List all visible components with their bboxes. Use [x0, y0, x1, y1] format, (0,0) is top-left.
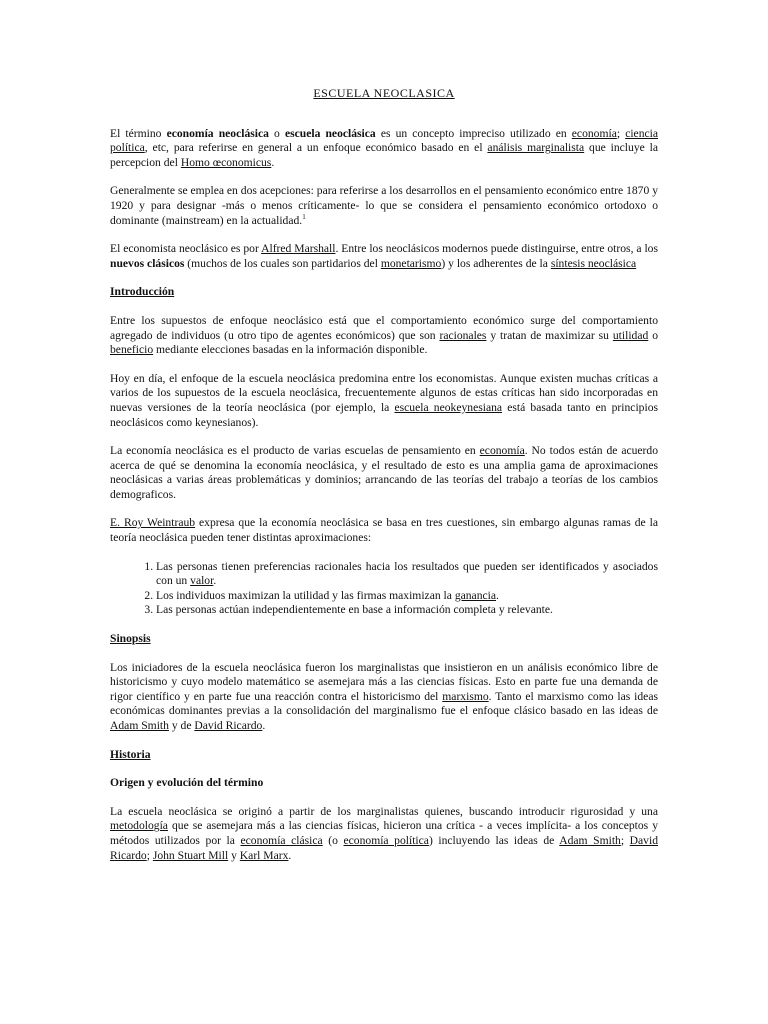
- footnote-marker[interactable]: 1: [302, 212, 306, 221]
- text: .: [496, 588, 499, 602]
- link-alfred-marshall[interactable]: Alfred Marshall: [261, 242, 336, 256]
- link-marxismo[interactable]: marxismo: [442, 689, 489, 703]
- link-economia-politica[interactable]: economía política: [343, 833, 429, 847]
- text: Las personas tienen preferencias racionales hacia los resultados que pueden ser identificados y asociados con un: [156, 559, 658, 588]
- text: ;: [146, 848, 153, 862]
- text: y tratan de maximizar su: [486, 328, 613, 342]
- text: Las personas actúan independientemente en base a información completa y relevante.: [156, 603, 553, 617]
- paragraph-weintraub: [110, 516, 658, 545]
- text: .: [271, 155, 275, 169]
- text: que incluye la percepcion del: [110, 141, 658, 169]
- link-karl-marx[interactable]: Karl Marx: [239, 848, 289, 862]
- text: Entre los supuestos de enfoque neoclásico está que el comportamiento económico surge del comportamiento agregado de individuos (u otro tipo de agentes económicos) que son: [110, 313, 658, 342]
- link-homo-oeconomicus[interactable]: Homo œconomicus: [180, 155, 272, 169]
- list-item: [156, 560, 658, 589]
- text: ;: [616, 126, 626, 140]
- link-adam-smith-2[interactable]: Adam Smith: [559, 833, 621, 847]
- link-racionales[interactable]: racionales: [439, 328, 487, 342]
- subheading-origen: Origen y evolución del término: [110, 776, 264, 790]
- text: . No todos están de acuerdo acerca de qué se denomina la economía neoclásica, y el resultado de esto es una amplia gama de aproximaciones neoclásicas a varias áreas problemáticas y dominios; arrancando de las teorías del trabajo a teorías de los cambios demograficos.: [110, 444, 659, 501]
- link-metodologia[interactable]: metodología: [110, 819, 168, 833]
- text: y: [228, 848, 240, 862]
- text: o: [268, 126, 285, 140]
- link-economia-clasica[interactable]: economía clásica: [240, 833, 323, 847]
- paragraph-economistas: [110, 242, 658, 271]
- text: . Tanto el marxismo como las ideas económicas dominantes previas a la consolidación del marginalismo fue el enfoque clásico basado en las ideas de: [110, 689, 658, 718]
- text: ) y los adherentes de la: [441, 256, 551, 270]
- text: , etc, para referirse en general a un enfoque económico basado en el: [144, 141, 488, 155]
- link-analisis-marginalista[interactable]: análisis marginalista: [487, 141, 585, 155]
- text: o: [648, 328, 658, 342]
- text: El economista neoclásico es por: [110, 242, 262, 256]
- text: que se asemejara más a las ciencias físicas, hicieron una crítica - a veces implícita- a los conceptos y métodos utilizados por la: [110, 819, 658, 847]
- text: .: [262, 719, 266, 732]
- text: (muchos de los cuales son partidarios del: [184, 256, 381, 270]
- paragraph-producto: [110, 444, 658, 502]
- link-adam-smith[interactable]: Adam Smith: [110, 719, 169, 732]
- paragraph-iniciadores: [110, 661, 658, 734]
- link-escuela-neokeynesiana[interactable]: escuela neokeynesiana: [394, 400, 503, 414]
- numbered-list: [110, 560, 658, 618]
- link-john-stuart-mill[interactable]: John Stuart Mill: [152, 848, 229, 862]
- text: Hoy en día, el enfoque de la escuela neoclásica predomina entre los economistas. Aunque existen muchas críticas a varios de los supuestos de la escuela neoclásica, frecuentemente algunos de estas críticas han sido incorporadas en nuevas versiones de la teoría neoclásica (por ejemplo, la: [110, 371, 658, 414]
- link-utilidad[interactable]: utilidad: [612, 328, 649, 342]
- text: (o: [322, 833, 344, 847]
- text: está basada tanto en principios neoclásicos como keynesianos).: [110, 400, 658, 429]
- text: mediante elecciones basadas en la información disponible.: [153, 343, 428, 357]
- link-ganancia[interactable]: ganancia: [454, 588, 497, 602]
- text: .: [288, 848, 292, 862]
- heading-sinopsis: Sinopsis: [110, 632, 151, 646]
- link-sintesis-neoclasica[interactable]: síntesis neoclásica: [550, 256, 637, 270]
- paragraph-origen: [110, 805, 658, 863]
- text: El término: [110, 126, 167, 140]
- paragraph-definition: [110, 127, 658, 171]
- heading-historia: Historia: [110, 747, 151, 761]
- link-economia-2[interactable]: economía: [479, 444, 525, 458]
- link-valor[interactable]: valor: [190, 574, 214, 588]
- text: Generalmente se emplea en dos acepciones: para referirse a los desarrollos en el pensamiento económico entre 1870 y 1920 y para designar -más o menos críticamente- lo que se considera el pensamiento económico ortodoxo o dominante (mainstream) en la actualidad.: [110, 184, 658, 227]
- paragraph-hoy-en-dia: [110, 372, 658, 430]
- text: ;: [620, 833, 630, 847]
- text: es un concepto impreciso utilizado en: [375, 126, 572, 140]
- bold-term: economía neoclásica: [166, 126, 269, 140]
- paragraph-acepciones: [110, 184, 658, 228]
- list-item: [156, 603, 658, 618]
- document-body: [110, 86, 658, 877]
- link-ciencia-politica[interactable]: ciencia política: [110, 126, 659, 155]
- link-roy-weintraub[interactable]: E. Roy Weintraub: [110, 516, 196, 530]
- link-beneficio[interactable]: beneficio: [110, 343, 154, 357]
- text: La escuela neoclásica se originó a partir de los marginalistas quienes, buscando introducir rigurosidad y una: [110, 804, 658, 818]
- paragraph-supuestos: [110, 314, 658, 358]
- text: Los individuos maximizan la utilidad y las firmas maximizan la: [156, 588, 455, 602]
- heading-introduccion: Introducción: [110, 285, 175, 299]
- list-item: [156, 589, 658, 604]
- text: La economía neoclásica es el producto de varias escuelas de pensamiento en: [110, 444, 480, 458]
- text: .: [213, 574, 217, 588]
- text: expresa que la economía neoclásica se basa en tres cuestiones, sin embargo algunas ramas de la teoría neoclásica pueden tener distintas aproximaciones:: [110, 516, 658, 545]
- link-david-ricardo-2[interactable]: David Ricardo: [110, 833, 658, 862]
- text: Los iniciadores de la escuela neoclásica fueron los marginalistas que insistieron en un análisis económico libre de historicismo y cuyo modelo matemático se asemejara más a las ciencias físicas. Esto en parte fue una demanda de rigor científico y en parte fue una reacción contra el historicismo del: [110, 660, 658, 703]
- link-economia[interactable]: economía: [571, 126, 617, 140]
- text: . Entre los neoclásicos modernos puede distinguirse, entre otros, a los: [335, 242, 658, 256]
- text: y de: [168, 719, 195, 732]
- link-monetarismo[interactable]: monetarismo: [380, 256, 442, 270]
- bold-term: nuevos clásicos: [110, 256, 185, 270]
- document-title: ESCUELA NEOCLASICA: [313, 86, 455, 100]
- link-david-ricardo[interactable]: David Ricardo: [194, 719, 263, 732]
- bold-term: escuela neoclásica: [284, 126, 376, 140]
- text: ) incluyendo las ideas de: [428, 833, 560, 847]
